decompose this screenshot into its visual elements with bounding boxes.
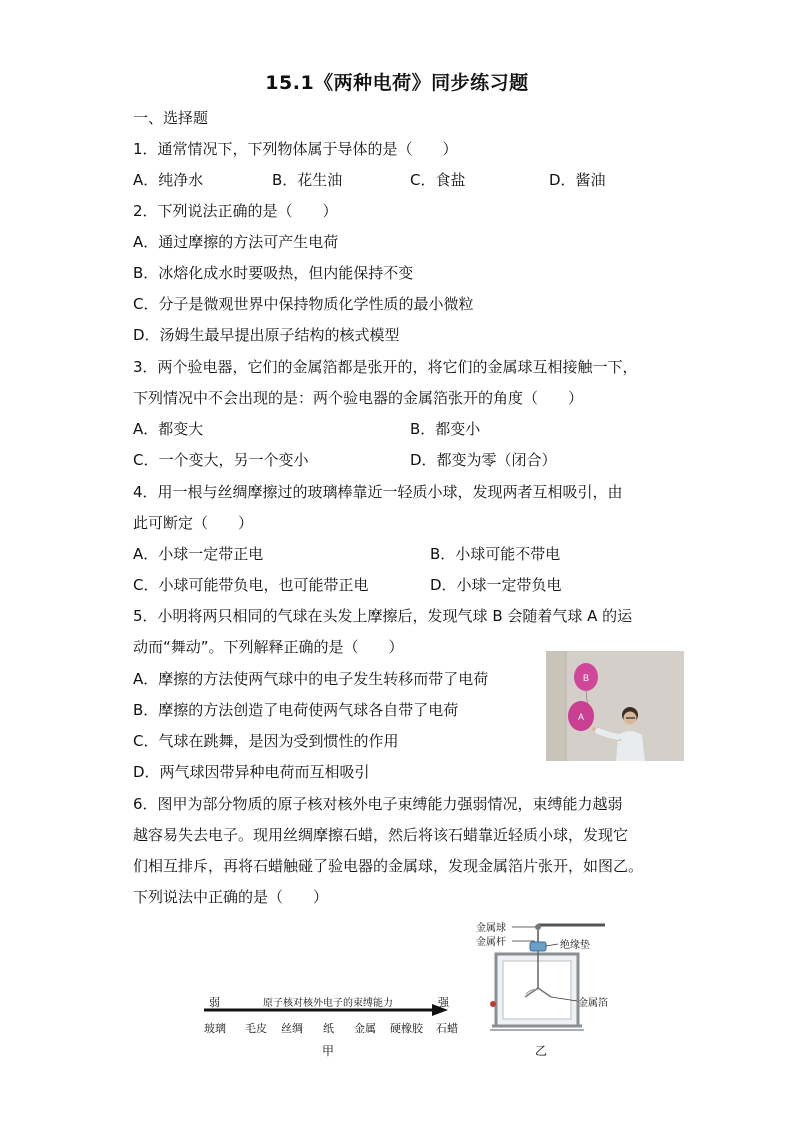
- question-5-option-d: D．两气球因带异种电荷而互相吸引: [133, 763, 370, 781]
- section-heading: 一、选择题: [133, 109, 209, 127]
- strong-label: 强: [438, 996, 449, 1009]
- question-2-option-b: B．冰熔化成水时要吸热，但内能保持不变: [133, 264, 414, 282]
- question-2-option-d: D．汤姆生最早提出原子结构的核式模型: [133, 326, 400, 344]
- material-silk: 丝绸: [281, 1022, 303, 1035]
- balloon-photo-drawing: [546, 651, 684, 761]
- question-4-option-b: B．小球可能不带电: [430, 545, 561, 563]
- balloon-photo: [546, 651, 684, 761]
- material-paraffin: 石蜡: [436, 1022, 458, 1035]
- question-1-stem: 1．通常情况下，下列物体属于导体的是（ ）: [133, 140, 458, 158]
- binding-caption: 原子核对核外电子的束缚能力: [263, 998, 393, 1009]
- question-2-stem: 2．下列说法正确的是（ ）: [133, 202, 338, 220]
- question-4-option-a: A．小球一定带正电: [133, 545, 264, 563]
- balloon-a-label: A: [577, 712, 585, 722]
- question-3-option-b: B．都变小: [410, 420, 481, 438]
- question-5-stem-line-2: 动而“舞动”。下列解释正确的是（ ）: [133, 638, 404, 656]
- question-6-stem-line-2: 越容易失去电子。现用丝绸摩擦石蜡，然后将该石蜡靠近轻质小球，发现它: [133, 826, 629, 844]
- figure-yi: [472, 918, 622, 1060]
- question-1-option-d: D．酱油: [549, 171, 606, 189]
- question-4-stem-line-1: 4．用一根与丝绸摩擦过的玻璃棒靠近一轻质小球，发现两者互相吸引，由: [133, 483, 623, 501]
- question-3-option-d: D．都变为零（闭合）: [410, 451, 557, 469]
- question-3-stem-line-1: 3．两个验电器，它们的金属箔都是张开的，将它们的金属球互相接触一下，: [133, 358, 638, 376]
- question-4-option-c: C．小球可能带负电，也可能带正电: [133, 576, 369, 594]
- material-glass: 玻璃: [204, 1022, 226, 1035]
- question-1-option-b: B．花生油: [272, 171, 343, 189]
- metal-ball-label: 金属球: [476, 923, 506, 934]
- question-5-stem-line-1: 5．小明将两只相同的气球在头发上摩擦后，发现气球 B 会随着气球 A 的运: [133, 607, 633, 625]
- material-fur: 毛皮: [245, 1022, 267, 1035]
- question-1-option-c: C．食盐: [410, 171, 466, 189]
- figure-jia: [200, 990, 470, 1060]
- balloon-b-label: B: [582, 673, 590, 683]
- question-3-option-a: A．都变大: [133, 420, 204, 438]
- question-6-stem-line-1: 6．图甲为部分物质的原子核对核外电子束缚能力强弱情况，束缚能力越弱: [133, 795, 623, 813]
- question-4-option-d: D．小球一定带负电: [430, 576, 562, 594]
- question-4-stem-line-2: 此可断定（ ）: [133, 514, 254, 532]
- question-6-stem-line-4: 下列说法中正确的是（ ）: [133, 888, 329, 906]
- question-5-option-c: C．气球在跳舞，是因为受到惯性的作用: [133, 732, 399, 750]
- material-hard-rubber: 硬橡胶: [390, 1022, 423, 1035]
- weak-label: 弱: [209, 996, 220, 1009]
- metal-rod-label: 金属杆: [476, 937, 506, 948]
- material-metal: 金属: [354, 1022, 376, 1035]
- question-2-option-a: A．通过摩擦的方法可产生电荷: [133, 233, 339, 251]
- question-6-stem-line-3: 们相互排斥，再将石蜡触碰了验电器的金属球，发现金属箔片张开，如图乙。: [133, 857, 644, 875]
- material-paper: 纸: [323, 1022, 334, 1035]
- question-3-option-c: C．一个变大，另一个变小: [133, 451, 309, 469]
- figure-yi-label: 乙: [535, 1044, 548, 1058]
- question-5-option-a: A．摩擦的方法使两气球中的电子发生转移而带了电荷: [133, 670, 489, 688]
- metal-foil-label: 金属箔: [578, 998, 608, 1009]
- insulating-pad-label: 绝缘垫: [560, 940, 590, 951]
- question-1-option-a: A．纯净水: [133, 171, 204, 189]
- question-5-option-b: B．摩擦的方法创造了电荷使两气球各自带了电荷: [133, 701, 459, 719]
- page-title: 15.1《两种电荷》同步练习题: [265, 72, 529, 94]
- figure-jia-label: 甲: [322, 1044, 335, 1058]
- question-3-stem-line-2: 下列情况中不会出现的是：两个验电器的金属箔张开的角度（ ）: [133, 389, 584, 407]
- question-2-option-c: C．分子是微观世界中保持物质化学性质的最小微粒: [133, 295, 474, 313]
